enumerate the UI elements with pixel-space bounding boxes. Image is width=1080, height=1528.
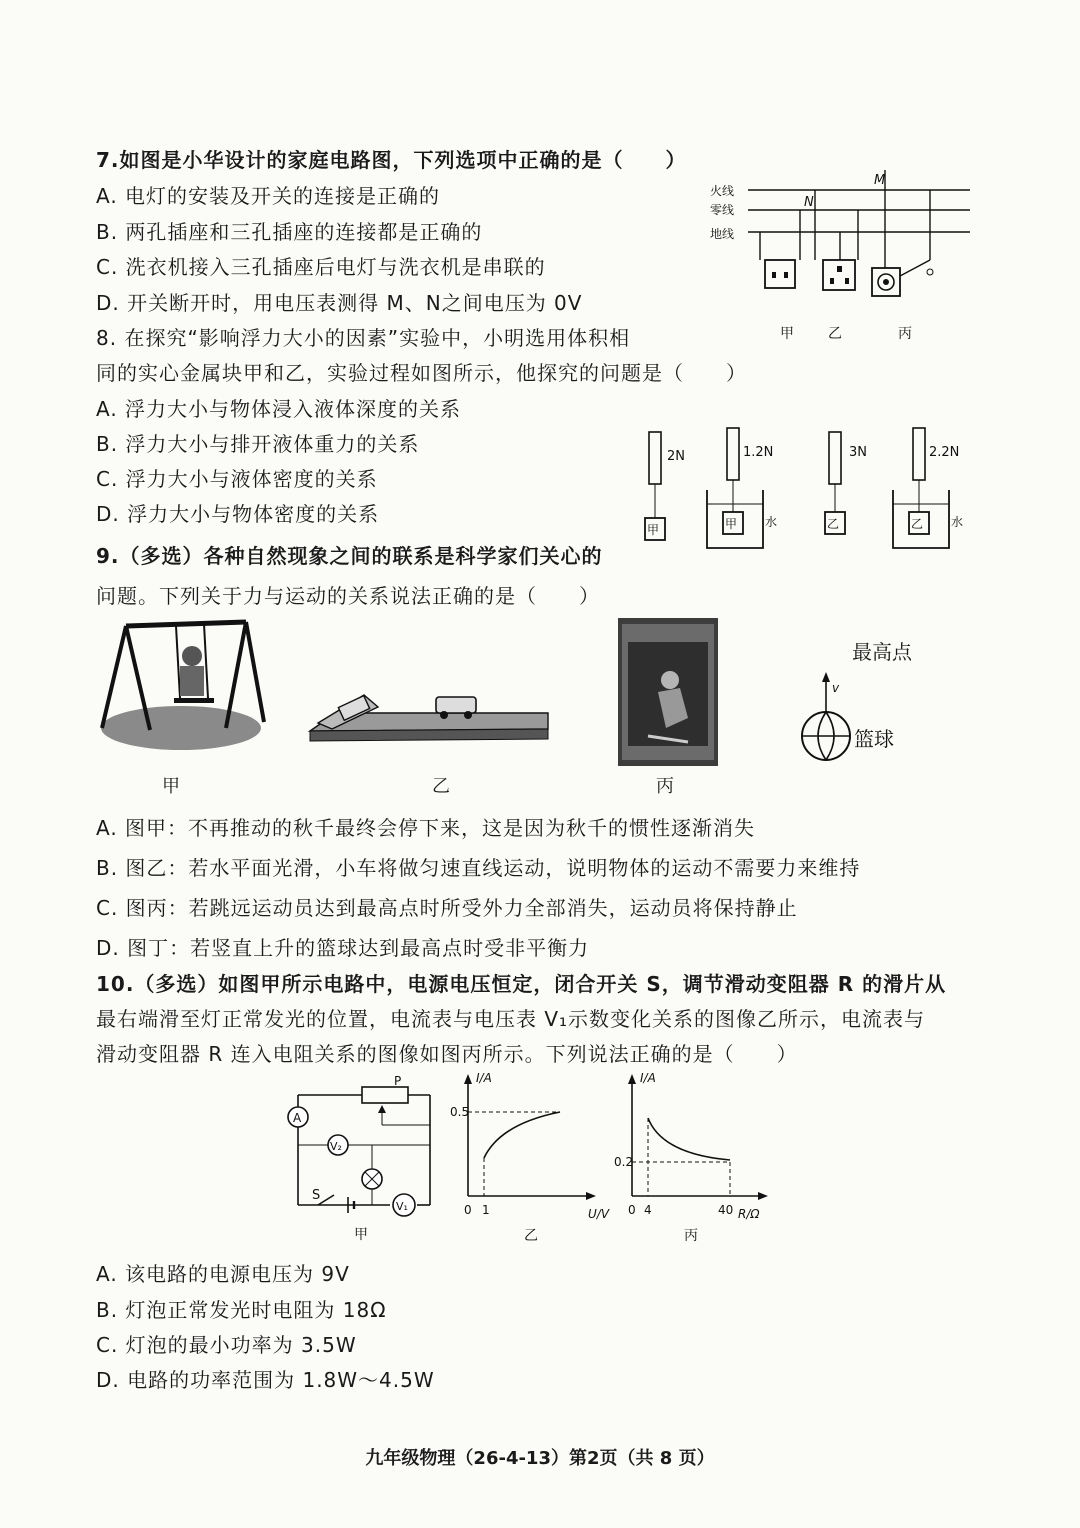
q10-option-b: B. 灯泡正常发光时电阻为 18Ω xyxy=(96,1298,387,1322)
q9-swing-figure xyxy=(96,618,266,763)
graph-c-caption: 丙 xyxy=(684,1228,698,1244)
graph-c-x-tick-4: 4 xyxy=(644,1203,652,1217)
q8-stem-line1: 8. 在探究“影响浮力大小的因素”实验中，小明选用体积相 xyxy=(96,326,631,350)
reading-1-2n: 1.2N xyxy=(743,445,774,460)
reading-3n: 3N xyxy=(849,445,867,460)
water-label-1: 水 xyxy=(765,515,778,529)
q10-graph-current-resistance xyxy=(614,1068,774,1244)
q9-stem-line1: 9.（多选）各种自然现象之间的联系是科学家们关心的 xyxy=(96,544,603,568)
graph-c-x-tick-40: 40 xyxy=(718,1203,734,1217)
q9-caption-bing: 丙 xyxy=(656,776,674,797)
voltmeter-v1-label: V₁ xyxy=(396,1200,408,1213)
graph-c-y-tick: 0.2 xyxy=(614,1155,634,1169)
q10-option-d: D. 电路的功率范围为 1.8W～4.5W xyxy=(96,1368,435,1392)
reading-2n: 2N xyxy=(667,449,685,464)
q8-option-d: D. 浮力大小与物体密度的关系 xyxy=(96,502,380,526)
q7-household-circuit-figure xyxy=(700,150,980,350)
water-label-2: 水 xyxy=(951,515,964,529)
label-yi: 乙 xyxy=(828,326,842,342)
ammeter-label: A xyxy=(293,1111,302,1125)
q9-caption-jia: 甲 xyxy=(162,776,180,797)
graph-b-x-axis: U/V xyxy=(588,1207,610,1221)
q7-stem: 7.如图是小华设计的家庭电路图，下列选项中正确的是（ ） xyxy=(96,148,687,172)
q8-option-b: B. 浮力大小与排开液体重力的关系 xyxy=(96,432,420,456)
q9-option-d: D. 图丁：若竖直上升的篮球达到最高点时受非平衡力 xyxy=(96,936,590,960)
q9-caption-yi: 乙 xyxy=(432,776,450,797)
graph-b-caption: 乙 xyxy=(524,1228,538,1244)
label-ground-wire: 地线 xyxy=(710,227,735,241)
q9-highest-point-label: 最高点 xyxy=(852,640,912,664)
page-footer: 九年级物理（26-4-13）第2页（共 8 页） xyxy=(365,1448,715,1469)
velocity-label: v xyxy=(832,681,840,695)
q10-option-c: C. 灯泡的最小功率为 3.5W xyxy=(96,1333,357,1357)
q9-basketball-figure xyxy=(796,670,906,770)
q10-stem-line1: 10.（多选）如图甲所示电路中，电源电压恒定，闭合开关 S，调节滑动变阻器 R 的滑片从 xyxy=(96,972,947,996)
graph-b-origin: 0 xyxy=(464,1203,472,1217)
circuit-caption: 甲 xyxy=(354,1227,368,1243)
q9-option-b: B. 图乙：若水平面光滑，小车将做匀速直线运动，说明物体的运动不需要力来维持 xyxy=(96,856,861,880)
label-bing: 丙 xyxy=(898,326,912,342)
q8-option-a: A. 浮力大小与物体浸入液体深度的关系 xyxy=(96,397,462,421)
block-jia-label: 甲 xyxy=(647,523,660,537)
q8-option-c: C. 浮力大小与液体密度的关系 xyxy=(96,467,378,491)
graph-b-x-tick: 1 xyxy=(482,1203,490,1217)
q9-stem-line2: 问题。下列关于力与运动的关系说法正确的是（ ） xyxy=(96,584,600,608)
q8-stem-line2: 同的实心金属块甲和乙，实验过程如图所示，他探究的问题是（ ） xyxy=(96,361,747,385)
q7-option-c: C. 洗衣机接入三孔插座后电灯与洗衣机是串联的 xyxy=(96,255,546,279)
q7-option-b: B. 两孔插座和三孔插座的连接都是正确的 xyxy=(96,220,483,244)
q9-cart-ramp-figure xyxy=(308,685,553,745)
voltmeter-v2-label: V₂ xyxy=(330,1140,342,1153)
block-jia-label-water: 甲 xyxy=(725,517,738,531)
slider-p-label: P xyxy=(394,1074,402,1088)
q10-graph-current-voltage xyxy=(450,1068,610,1244)
graph-b-y-tick: 0.5 xyxy=(450,1105,470,1119)
label-point-n: N xyxy=(804,195,814,210)
q10-option-a: A. 该电路的电源电压为 9V xyxy=(96,1262,350,1286)
label-jia: 甲 xyxy=(780,326,794,342)
q10-stem-line3: 滑动变阻器 R 连入电阻关系的图像如图丙所示。下列说法正确的是（ ） xyxy=(96,1042,798,1066)
label-neutral-wire: 零线 xyxy=(710,203,735,217)
block-yi-label: 乙 xyxy=(827,517,840,531)
q9-long-jump-photo xyxy=(618,618,718,766)
q10-circuit-figure xyxy=(282,1075,442,1245)
basketball-label: 篮球 xyxy=(854,727,894,751)
label-point-m: M xyxy=(874,173,886,188)
graph-b-y-axis: I/A xyxy=(476,1071,492,1085)
q10-stem-line2: 最右端滑至灯正常发光的位置，电流表与电压表 V₁示数变化关系的图像乙所示，电流表与 xyxy=(96,1007,926,1031)
switch-s-label: S xyxy=(312,1188,321,1203)
block-yi-label-water: 乙 xyxy=(911,517,924,531)
graph-c-origin: 0 xyxy=(628,1203,636,1217)
label-fire-wire: 火线 xyxy=(710,184,735,198)
graph-c-x-axis: R/Ω xyxy=(738,1207,760,1221)
q7-option-a: A. 电灯的安装及开关的连接是正确的 xyxy=(96,184,441,208)
reading-2-2n: 2.2N xyxy=(929,445,960,460)
q9-option-a: A. 图甲：不再推动的秋千最终会停下来，这是因为秋千的惯性逐渐消失 xyxy=(96,816,756,840)
graph-c-y-axis: I/A xyxy=(640,1071,656,1085)
q9-option-c: C. 图丙：若跳远运动员达到最高点时所受外力全部消失，运动员将保持静止 xyxy=(96,896,798,920)
q7-option-d: D. 开关断开时，用电压表测得 M、N之间电压为 0V xyxy=(96,291,583,315)
q8-buoyancy-figure xyxy=(635,420,975,560)
